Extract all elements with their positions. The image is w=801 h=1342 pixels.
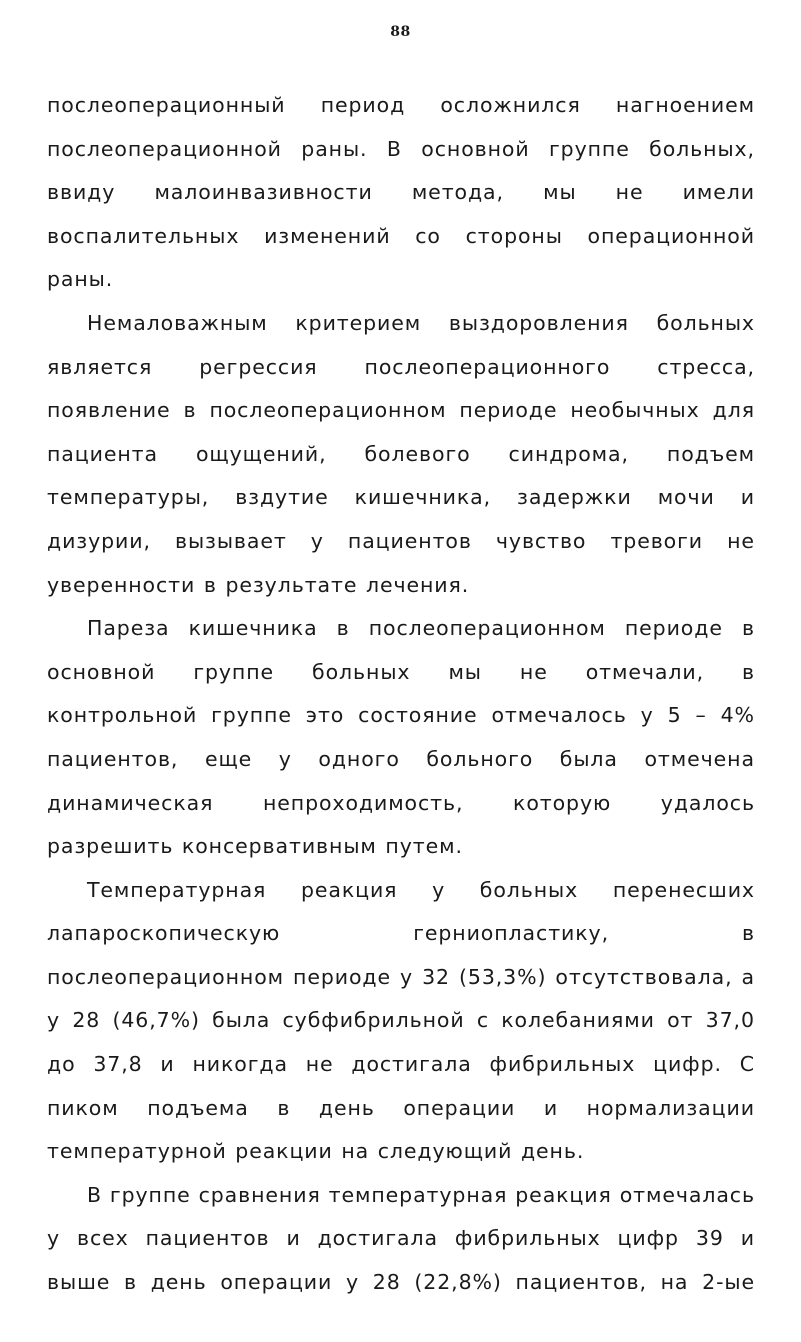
word: у	[47, 1226, 61, 1251]
word: со	[415, 223, 441, 248]
word: была	[212, 1008, 271, 1033]
word: реакция	[300, 877, 398, 902]
word: мы	[448, 659, 482, 684]
word: метода,	[411, 180, 504, 205]
word: с	[476, 1008, 489, 1033]
word: больных	[479, 877, 579, 902]
word: пиком	[47, 1095, 119, 1120]
word: В	[87, 1182, 102, 1207]
word: воспалительных	[47, 223, 240, 248]
word: периоде	[459, 398, 558, 423]
word: кишечника	[188, 616, 318, 641]
word: температурной	[47, 1139, 227, 1164]
word: послеоперационного	[364, 354, 611, 379]
word: выше	[47, 1270, 111, 1295]
text-line	[47, 607, 755, 651]
word: задержки	[517, 485, 632, 510]
word: день	[150, 1270, 207, 1295]
word: и	[740, 485, 755, 510]
word: на	[660, 1270, 689, 1295]
word: реакции	[235, 1139, 333, 1164]
word: (53,3%)	[458, 964, 547, 989]
paragraph	[47, 607, 755, 869]
word: группе	[549, 136, 630, 161]
word: в	[742, 659, 755, 684]
word: нормализации	[586, 1095, 755, 1120]
word: удалось	[660, 790, 755, 815]
word: стресса,	[657, 354, 755, 379]
word: в	[742, 921, 755, 946]
text-line	[47, 433, 755, 477]
word: субфибрильной	[282, 1008, 465, 1033]
word: и	[740, 1226, 755, 1251]
word: у	[640, 703, 654, 728]
word: В	[386, 136, 402, 161]
paragraph	[47, 1174, 755, 1305]
text-line	[47, 738, 755, 782]
word: в	[123, 1270, 137, 1295]
word: вздутие	[235, 485, 329, 510]
word: нагноением	[615, 93, 755, 117]
word: у	[345, 1270, 360, 1295]
word: основной	[421, 136, 530, 161]
text-line	[47, 651, 755, 695]
word: Немаловажным	[87, 310, 268, 335]
word: день.	[520, 1139, 585, 1164]
word: динамическая	[47, 790, 214, 815]
paragraph	[47, 84, 755, 302]
word: регрессия	[199, 354, 318, 379]
word: герниопластику,	[413, 921, 609, 946]
text-line	[47, 520, 755, 564]
text-line	[47, 564, 755, 608]
word: тревоги	[610, 528, 704, 553]
word: это	[305, 703, 345, 728]
word: и	[160, 1052, 175, 1077]
paragraph	[47, 302, 755, 607]
word: не	[519, 659, 548, 684]
word: для	[712, 398, 755, 423]
word: у	[432, 877, 446, 902]
word: следующий	[377, 1139, 513, 1164]
word: до	[47, 1052, 76, 1077]
word: температуры,	[47, 485, 210, 510]
word: –	[695, 703, 707, 728]
word: контрольной	[47, 703, 198, 728]
word: температурная	[328, 1182, 508, 1207]
word: отмечали,	[585, 659, 704, 684]
word: лечения.	[365, 572, 470, 597]
text-line	[47, 346, 755, 390]
word: послеоперационном	[368, 616, 606, 641]
word: реакция	[515, 1182, 612, 1207]
word: больных	[312, 659, 411, 684]
word: в	[183, 398, 197, 423]
word: лапароскопическую	[47, 921, 281, 946]
word: появление	[47, 398, 171, 423]
word: не	[305, 1052, 334, 1077]
word: пациента	[47, 441, 158, 466]
word: 37,8	[93, 1052, 143, 1077]
word: пациентов,	[515, 1270, 647, 1295]
word: послеоперационном	[209, 398, 447, 423]
word: раны.	[47, 267, 114, 292]
text-line	[47, 171, 755, 215]
word: у	[278, 746, 292, 771]
word: осложнился	[440, 93, 581, 117]
word: цифр	[617, 1226, 679, 1251]
paragraph	[47, 869, 755, 1174]
word: С	[739, 1052, 755, 1077]
word: ощущений,	[195, 441, 327, 466]
text-line	[47, 1261, 755, 1305]
word: от	[667, 1008, 694, 1033]
word: периоде	[293, 964, 391, 989]
word: в	[336, 616, 350, 641]
word: пациентов,	[47, 746, 179, 771]
word: была	[559, 746, 618, 771]
word: уверенности	[47, 572, 196, 597]
word: группе	[193, 659, 275, 684]
text-line	[47, 912, 755, 956]
word: кишечника,	[354, 485, 492, 510]
word: 39	[695, 1226, 724, 1251]
word: период	[320, 93, 406, 117]
word: (22,8%)	[414, 1270, 502, 1295]
word: которую	[513, 790, 612, 815]
word: подъем	[666, 441, 755, 466]
word: колебаниями	[501, 1008, 655, 1033]
word: дизурии,	[47, 528, 151, 553]
text-line	[47, 694, 755, 738]
word: послеоперационном	[47, 964, 284, 989]
word: день	[318, 1095, 375, 1120]
word: (46,7%)	[112, 1008, 200, 1033]
word: малоинвазивности	[154, 180, 373, 205]
word: достигала	[351, 1052, 472, 1077]
word: подъема	[147, 1095, 249, 1120]
word: больных	[656, 310, 755, 335]
word: 37,0	[705, 1008, 755, 1033]
word: 32	[422, 964, 450, 989]
text-line	[47, 1130, 755, 1174]
text-body	[47, 84, 755, 1305]
word: мы	[543, 180, 577, 205]
word: и	[543, 1095, 559, 1120]
text-line	[47, 128, 755, 172]
word: и	[286, 1226, 301, 1251]
word: послеоперационный	[47, 93, 286, 117]
text-line	[47, 476, 755, 520]
word: операционной	[587, 223, 755, 248]
word: достигала	[317, 1226, 438, 1251]
text-line	[47, 999, 755, 1043]
page-number: 88	[390, 24, 411, 40]
word: периоде	[624, 616, 723, 641]
text-line	[47, 869, 755, 913]
word: результате	[225, 572, 358, 597]
text-line	[47, 258, 755, 302]
word: 28	[72, 1008, 101, 1033]
word: раны.	[301, 136, 368, 161]
word: группе	[109, 1182, 191, 1207]
word: выздоровления	[448, 310, 629, 335]
word: чувство	[495, 528, 587, 553]
word: в	[277, 1095, 291, 1120]
word: критерием	[295, 310, 422, 335]
text-line	[47, 84, 755, 128]
word: а	[741, 964, 755, 989]
word: послеоперационной	[47, 136, 282, 161]
text-line	[47, 215, 755, 259]
word: перенесших	[612, 877, 755, 902]
text-line	[47, 1087, 755, 1131]
word: в	[741, 616, 755, 641]
word: отмечена	[644, 746, 755, 771]
word: у	[47, 1008, 61, 1033]
text-line	[47, 825, 755, 869]
word: мочи	[657, 485, 715, 510]
word: отсутствовала,	[555, 964, 733, 989]
word: ввиду	[47, 180, 116, 205]
word: пациентов	[145, 1226, 270, 1251]
word: не	[615, 180, 644, 205]
word: фибрильных	[489, 1052, 636, 1077]
text-line	[47, 389, 755, 433]
word: Пареза	[87, 616, 170, 641]
word: никогда	[192, 1052, 288, 1077]
word: группе	[211, 703, 292, 728]
word: непроходимость,	[262, 790, 464, 815]
text-line	[47, 1174, 755, 1218]
word: еще	[204, 746, 253, 771]
word: синдрома,	[508, 441, 629, 466]
word: стороны	[465, 223, 563, 248]
text-line	[47, 1217, 755, 1261]
text-line	[47, 1043, 755, 1087]
word: в	[203, 572, 217, 597]
word: всех	[76, 1226, 129, 1251]
word: 2-ые	[702, 1270, 755, 1295]
word: фибрильных	[454, 1226, 601, 1251]
word: 4%	[720, 703, 755, 728]
text-line	[47, 782, 755, 826]
word: изменений	[264, 223, 391, 248]
word: Температурная	[87, 877, 267, 902]
word: разрешить	[47, 834, 174, 859]
word: сравнения	[198, 1182, 321, 1207]
word: больных,	[649, 136, 755, 161]
word: консервативным	[181, 834, 377, 859]
word: одного	[318, 746, 400, 771]
word: вызывает	[174, 528, 287, 553]
word: операции	[220, 1270, 333, 1295]
word: 28	[372, 1270, 401, 1295]
word: цифр.	[653, 1052, 722, 1077]
word: необычных	[570, 398, 700, 423]
word: имели	[682, 180, 755, 205]
text-line	[47, 302, 755, 346]
word: на	[341, 1139, 370, 1164]
word: у	[310, 528, 324, 553]
word: больного	[426, 746, 534, 771]
text-line	[47, 956, 755, 1000]
word: пациентов	[347, 528, 472, 553]
word: у	[400, 964, 414, 989]
word: операции	[403, 1095, 516, 1120]
word: путем.	[385, 834, 463, 859]
word: болевого	[364, 441, 471, 466]
word: 5	[667, 703, 682, 728]
word: состояние	[358, 703, 478, 728]
word: является	[47, 354, 153, 379]
word: не	[727, 528, 755, 553]
word: основной	[47, 659, 156, 684]
word: отмечалось	[491, 703, 627, 728]
word: отмечалась	[619, 1182, 755, 1207]
